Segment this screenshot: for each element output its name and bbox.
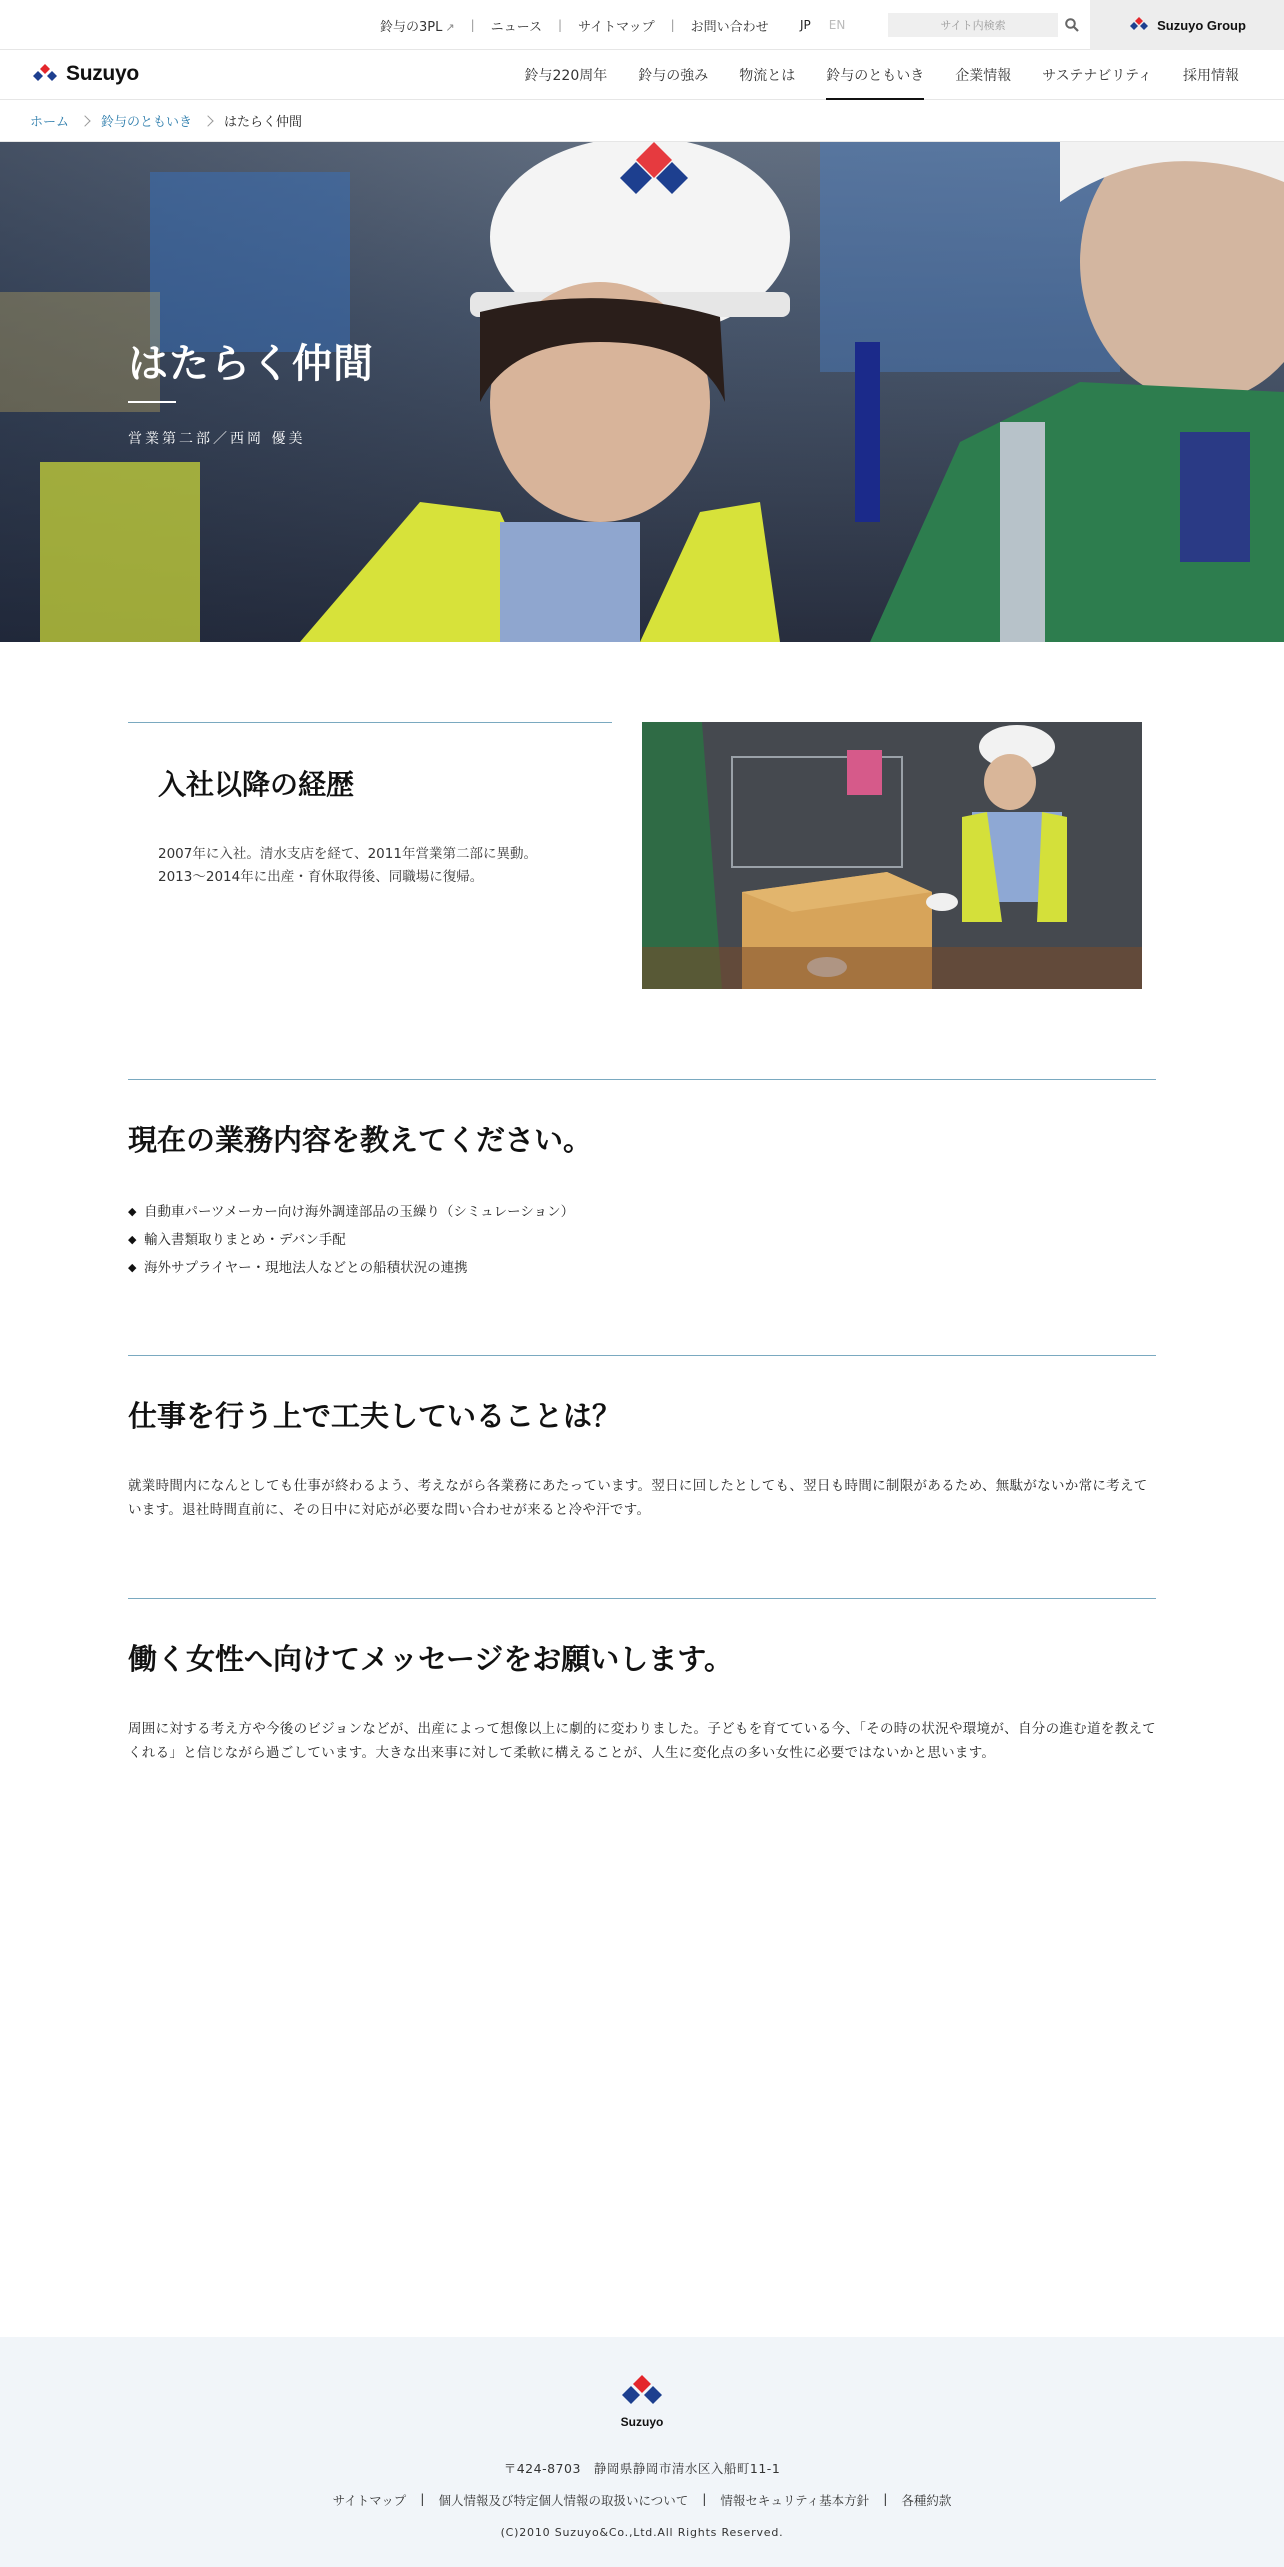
footer-link-terms[interactable]: 各種約款 <box>901 2493 952 2508</box>
util-link-news[interactable]: ニュース <box>490 19 542 35</box>
footer-link-security[interactable]: 情報セキュリティ基本方針 <box>720 2493 870 2508</box>
career-section <box>128 722 612 885</box>
message-section <box>128 1598 1156 1761</box>
nav-item-strengths[interactable]: 鈴与の強み <box>638 68 709 84</box>
hero-subtitle: 営業第二部／西岡 優美 <box>128 431 306 447</box>
breadcrumb-current: はたらく仲間 <box>224 115 303 130</box>
logo-text: Suzuyo <box>66 62 139 85</box>
message-body: 周囲に対する考え方や今後のビジョンなどが、出産によって想像以上に劇的に変わりました。子どもを育てている今、「その時の状況や環境が、自分の進む道を教えてくれる」と信じながら過ごしています。大きな出来事に対して柔軟に構えることが、人生に変化点の多い女性に必要ではないかと思います。 <box>128 1721 1156 1761</box>
work-photo <box>642 722 1142 989</box>
suzuyo-logo-icon <box>1128 17 1150 33</box>
suzuyo-logo-icon <box>30 62 60 86</box>
footer-address: 〒424-8703 静岡県静岡市清水区入船町11-1 <box>503 2461 781 2476</box>
lang-en[interactable]: EN <box>828 18 846 32</box>
breadcrumb-home[interactable]: ホーム <box>30 115 70 130</box>
search-input[interactable]: サイト内検索 <box>888 13 1058 37</box>
duties-list <box>128 1198 574 1282</box>
list-item: ◆ 海外サプライヤー・現地法人などとの船積状況の連携 <box>128 1254 574 1282</box>
nav-item-tomoiki[interactable]: 鈴与のともいき <box>826 50 924 100</box>
footer-copyright: (C)2010 Suzuyo&Co.,Ltd.All Rights Reserved. <box>500 2526 784 2539</box>
hero-photo <box>0 142 1284 642</box>
utility-bar <box>0 0 1284 50</box>
career-photo <box>642 722 1142 989</box>
divider: | <box>883 2491 888 2506</box>
util-link-3pl[interactable]: 鈴与の3PL ↗ <box>380 19 455 35</box>
message-heading: 働く女性へ向けてメッセージをお願いします。 <box>128 1642 733 1676</box>
divider: | <box>557 18 563 32</box>
footer-links <box>0 2491 1284 2509</box>
list-item: ◆ 自動車パーツメーカー向け海外調達部品の玉繰り（シミュレーション） <box>128 1198 574 1226</box>
nav-item-sustainability[interactable]: サステナビリティ <box>1042 68 1152 84</box>
divider: | <box>420 2491 425 2506</box>
footer-link-privacy[interactable]: 個人情報及び特定個人情報の取扱いについて <box>438 2493 689 2508</box>
duties-section <box>128 1079 1156 1276</box>
divider: | <box>702 2491 707 2506</box>
suzuyo-group-button[interactable] <box>1090 0 1284 50</box>
divider: | <box>470 18 475 32</box>
list-item: ◆ 輸入書類取りまとめ・デバン手配 <box>128 1226 574 1254</box>
footer-logo[interactable] <box>0 2373 1284 2429</box>
nav-item-company[interactable]: 企業情報 <box>955 68 1012 84</box>
global-nav <box>0 50 1284 100</box>
search-icon[interactable] <box>1062 13 1082 37</box>
breadcrumb <box>0 100 1284 142</box>
hero-title: はたらく仲間 <box>128 341 374 387</box>
breadcrumb-parent[interactable]: 鈴与のともいき <box>101 115 193 130</box>
util-link-sitemap[interactable]: サイトマップ <box>578 19 655 35</box>
ingenuity-section <box>128 1355 1156 1518</box>
group-label: Suzuyo Group <box>1157 17 1246 33</box>
footer-logo-text: Suzuyo <box>620 2415 664 2429</box>
nav-item-logistics[interactable]: 物流とは <box>739 68 796 84</box>
hero-image <box>0 142 1284 642</box>
divider: | <box>670 18 675 32</box>
chevron-right-icon <box>202 115 213 126</box>
career-heading: 入社以降の経歴 <box>158 768 355 801</box>
duties-heading: 現在の業務内容を教えてください。 <box>128 1123 593 1157</box>
career-body: 2007年に入社。清水支店を経て、2011年営業第二部に異動。 2013〜2014年に出産・育休取得後、同職場に復帰。 <box>158 846 537 885</box>
lang-jp[interactable]: JP <box>800 18 811 32</box>
nav-item-recruit[interactable]: 採用情報 <box>1183 68 1239 84</box>
nav-item-220th[interactable]: 鈴与220周年 <box>524 68 608 84</box>
footer <box>0 2337 1284 2567</box>
site-logo[interactable] <box>30 62 139 86</box>
suzuyo-logo-icon <box>617 2373 667 2413</box>
main-nav <box>494 50 1240 100</box>
footer-link-sitemap[interactable]: サイトマップ <box>332 2493 407 2508</box>
ingenuity-body: 就業時間内になんとしても仕事が終わるよう、考えながら各業務にあたっています。翌日に回したとしても、翌日も時間に制限があるため、無駄がないか常に考えています。退社時間直前に、その日中に対応が必要な問い合わせが来ると冷や汗です。 <box>128 1478 1148 1518</box>
chevron-right-icon <box>79 115 90 126</box>
ingenuity-heading: 仕事を行う上で工夫していることは？ <box>128 1399 622 1433</box>
util-link-contact[interactable]: お問い合わせ <box>690 19 769 35</box>
utility-links <box>380 0 769 50</box>
hero-divider <box>128 401 176 403</box>
external-link-icon: ↗ <box>445 20 455 34</box>
language-switch <box>800 0 845 50</box>
